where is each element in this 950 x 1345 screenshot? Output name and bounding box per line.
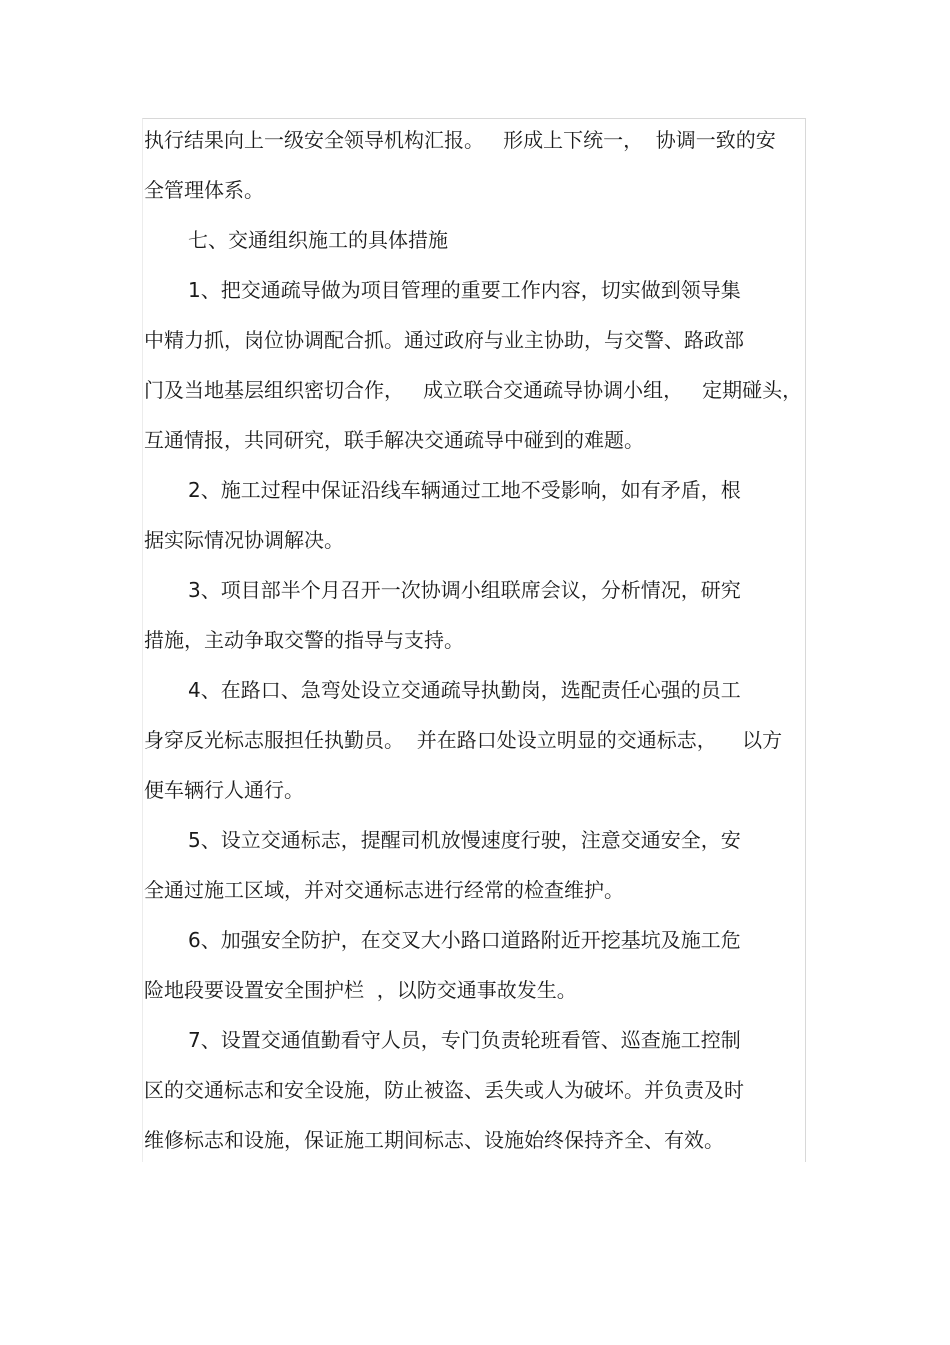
item-1-line-4: 互通情报，共同研究，联手解决交通疏导中碰到的难题。 [144, 428, 644, 452]
item-4-line-2: 身穿反光标志服担任执勤员。 并在路口处设立明显的交通标志， 以方 [144, 728, 783, 752]
item-2-line-1: 2、施工过程中保证沿线车辆通过工地不受影响，如有矛盾，根 [188, 478, 741, 502]
item-7-line-2: 区的交通标志和安全设施，防止被盗、丢失或人为破坏。并负责及时 [144, 1078, 744, 1102]
item-2-line-2: 据实际情况协调解决。 [144, 528, 344, 552]
item-5-line-1: 5、设立交通标志，提醒司机放慢速度行驶，注意交通安全，安 [188, 828, 741, 852]
item-4-line-1: 4、在路口、急弯处设立交通疏导执勤岗，选配责任心强的员工 [188, 678, 741, 702]
item-3-line-2: 措施，主动争取交警的指导与支持。 [144, 628, 464, 652]
item-7-line-3: 维修标志和设施，保证施工期间标志、设施始终保持齐全、有效。 [144, 1128, 724, 1152]
item-7-line-1: 7、设置交通值勤看守人员，专门负责轮班看管、巡查施工控制 [188, 1028, 741, 1052]
text-line-1: 执行结果向上一级安全领导机构汇报。 形成上下统一， 协调一致的安 [144, 128, 776, 152]
item-1-line-1: 1、把交通疏导做为项目管理的重要工作内容，切实做到领导集 [188, 278, 741, 302]
item-5-line-2: 全通过施工区域，并对交通标志进行经常的检查维护。 [144, 878, 624, 902]
item-3-line-1: 3、项目部半个月召开一次协调小组联席会议，分析情况，研究 [188, 578, 741, 602]
item-6-line-1: 6、加强安全防护，在交叉大小路口道路附近开挖基坑及施工危 [188, 928, 741, 952]
item-1-line-2: 中精力抓，岗位协调配合抓。通过政府与业主协助，与交警、路政部 [144, 328, 744, 352]
section-heading-7: 七、交通组织施工的具体措施 [188, 228, 448, 252]
item-4-line-3: 便车辆行人通行。 [144, 778, 304, 802]
text-line-2: 全管理体系。 [144, 178, 264, 202]
item-1-line-3: 门及当地基层组织密切合作， 成立联合交通疏导协调小组， 定期碰头， [144, 378, 803, 402]
item-6-line-2: 险地段要设置安全围护栏 ，以防交通事故发生。 [144, 978, 577, 1002]
